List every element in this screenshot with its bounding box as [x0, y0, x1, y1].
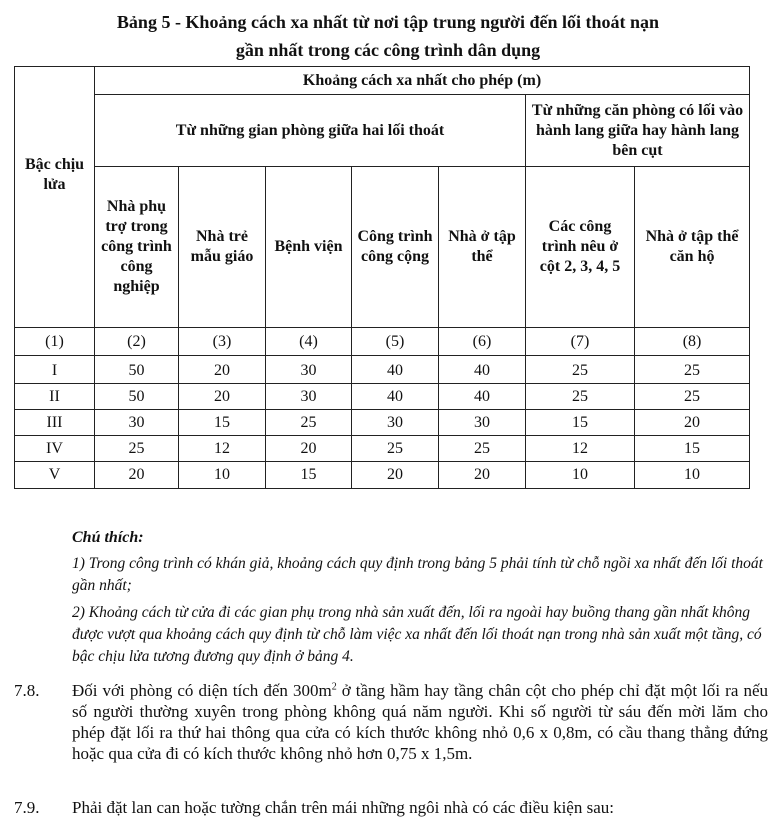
table-cell: 20 [439, 462, 526, 489]
table-cell: 20 [95, 462, 179, 489]
clause-number: 7.8. [14, 681, 40, 700]
clause-text-part: ở tầng hầm hay tầng chân cột cho phép chỉ đặt một lối ra nếu số người thường xuyên trong phòng không quá năm người. Khi số người từ sáu đến mời lăm cho phép đặt lối ra thứ hai thông qua cửa có kích thước không nhỏ 0,6 x 0,8m, có cầu thang thẳng đứng hoặc qua cửa đi có kích thước không nhỏ hơn 0,75 x 1,5m. [72, 681, 768, 763]
table-cell: 15 [179, 410, 266, 436]
table-row [15, 436, 750, 462]
clause-text: Phải đặt lan can hoặc tường chắn trên mái những ngôi nhà có các điều kiện sau: [72, 798, 614, 817]
column-index: (6) [439, 328, 526, 356]
sub-header: Công trình công cộng [352, 167, 439, 328]
table-cell: I [15, 356, 95, 384]
column-index: (3) [179, 328, 266, 356]
table-row [15, 462, 750, 489]
table-cell: 12 [179, 436, 266, 462]
table-cell: 10 [179, 462, 266, 489]
sub-header: Các công trình nêu ở cột 2, 3, 4, 5 [526, 167, 635, 328]
column-index: (8) [635, 328, 750, 356]
clause-7-8 [14, 680, 768, 764]
table-cell: 30 [266, 384, 352, 410]
table-cell: 40 [352, 384, 439, 410]
table-cell: 20 [266, 436, 352, 462]
table-cell: 25 [635, 384, 750, 410]
table-cell: 20 [179, 384, 266, 410]
table-cell: 40 [439, 356, 526, 384]
table-cell: 20 [635, 410, 750, 436]
table-cell: 30 [439, 410, 526, 436]
distance-table [14, 66, 750, 489]
table-cell: 25 [526, 356, 635, 384]
table-cell: IV [15, 436, 95, 462]
table-cell: 25 [439, 436, 526, 462]
column-index: (2) [95, 328, 179, 356]
note-1: 1) Trong công trình có khán giả, khoảng cách quy định trong bảng 5 phải tính từ chỗ ngồi xa nhất đến lối thoát gần nhất; [72, 555, 763, 594]
table-cell: 25 [352, 436, 439, 462]
table-cell: 25 [635, 356, 750, 384]
col1-header: Bậc chịu lửa [15, 67, 95, 328]
clause-text-part: Đối với phòng có diện tích đến 300m [72, 681, 332, 700]
table-cell: II [15, 384, 95, 410]
sub-header: Bệnh viện [266, 167, 352, 328]
table-cell: 25 [266, 410, 352, 436]
table-row [15, 384, 750, 410]
table-cell: 40 [352, 356, 439, 384]
table-cell: 30 [352, 410, 439, 436]
table-title-line1: Bảng 5 - Khoảng cách xa nhất từ nơi tập trung người đến lối thoát nạn [116, 12, 660, 32]
sub-header: Nhà ở tập thể [439, 167, 526, 328]
table-cell: V [15, 462, 95, 489]
table-cell: 25 [526, 384, 635, 410]
table-cell: 15 [266, 462, 352, 489]
table-cell: 40 [439, 384, 526, 410]
table-cell: 25 [95, 436, 179, 462]
table-cell: 20 [352, 462, 439, 489]
table-row [15, 410, 750, 436]
table-cell: 15 [635, 436, 750, 462]
clause-number: 7.9. [14, 798, 40, 817]
table-cell: 10 [526, 462, 635, 489]
table-cell: 12 [526, 436, 635, 462]
column-index: (4) [266, 328, 352, 356]
table-cell: 50 [95, 356, 179, 384]
table-cell: 15 [526, 410, 635, 436]
superscript: 2 [331, 681, 337, 693]
clause-7-9 [14, 797, 768, 818]
table-cell: III [15, 410, 95, 436]
note-2: 2) Khoảng cách từ cửa đi các gian phụ trong nhà sản xuất đến, lối ra ngoài hay buồng thang gần nhất không được vượt qua khoảng cách quy định từ chỗ làm việc xa nhất đến lối thoát nạn trong nhà sản xuất một tầng, có bậc chịu lửa tương đương quy định ở bảng 4. [72, 604, 762, 665]
sub-header: Nhà ở tập thể căn hộ [635, 167, 750, 328]
table-cell: 30 [266, 356, 352, 384]
clause-text [72, 680, 768, 764]
table-cell: 50 [95, 384, 179, 410]
sub-header: Nhà phụ trợ trong công trình công nghiệp [95, 167, 179, 328]
sub-header: Nhà trẻ mẫu giáo [179, 167, 266, 328]
table-cell: 30 [95, 410, 179, 436]
column-index: (5) [352, 328, 439, 356]
notes-title: Chú thích: [72, 529, 144, 546]
table-cell: 10 [635, 462, 750, 489]
table-row [15, 356, 750, 384]
top-header: Khoảng cách xa nhất cho phép (m) [95, 67, 750, 95]
column-index: (1) [15, 328, 95, 356]
group1-header: Từ những gian phòng giữa hai lối thoát [95, 95, 526, 167]
column-index-row [15, 328, 750, 356]
group2-header: Từ những căn phòng có lối vào hành lang giữa hay hành lang bên cụt [526, 95, 750, 167]
table-cell: 20 [179, 356, 266, 384]
column-index: (7) [526, 328, 635, 356]
table-title-line2: gần nhất trong các công trình dân dụng [235, 40, 541, 60]
